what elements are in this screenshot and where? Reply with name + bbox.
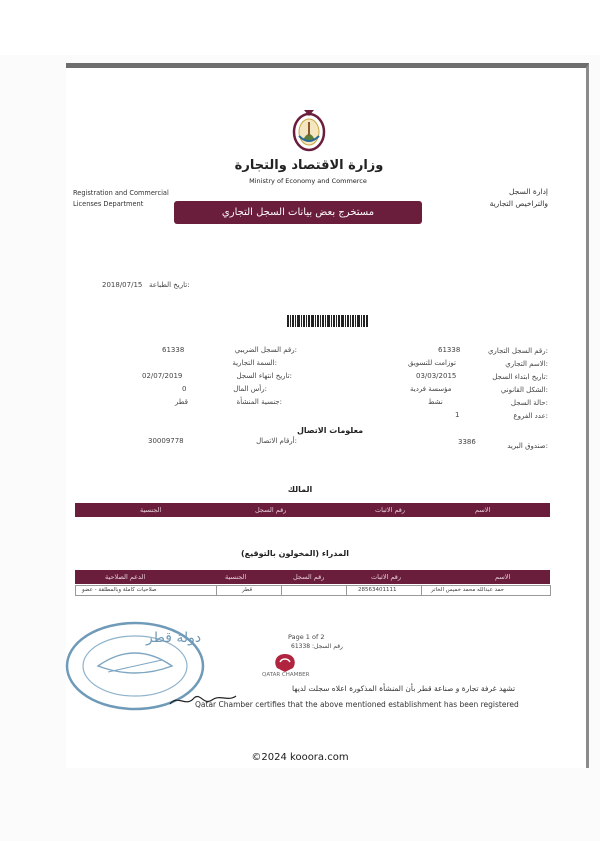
cell-divider: [421, 586, 422, 595]
table-row: [75, 585, 551, 596]
department-ar: [468, 186, 548, 210]
field-value: نشط: [428, 398, 443, 406]
managers-header-id: رقم الاثبات: [371, 573, 402, 581]
department-en-line1: Registration and Commercial: [73, 189, 169, 197]
field-label: تاريخ ابتداء السجل:: [492, 373, 548, 381]
field-value: قطر: [175, 398, 188, 406]
field-label: السمة التجارية:: [232, 359, 277, 367]
barcode-icon: [287, 315, 369, 327]
field-label: رقم السجل الضريبي:: [234, 346, 297, 354]
manager-authority: صلاحيات كاملة وبالمطلقة - عضو: [82, 587, 157, 593]
owner-header-id: رقم الاثبات: [375, 506, 406, 514]
field-label: جنسية المنشأة:: [236, 398, 282, 406]
po-box-label: صندوق البريد:: [507, 442, 548, 450]
scan-top-margin: [0, 0, 600, 55]
manager-name: حمد عبدالله محمد خميس الخاتر: [431, 587, 505, 593]
document-title-banner: مستخرج بعض بيانات السجل التجاري: [174, 201, 422, 224]
qatar-emblem-icon: [291, 106, 327, 156]
phone-label: أرقام الاتصال:: [256, 437, 297, 445]
field-value: 61338: [438, 346, 461, 354]
field-label: الاسم التجاري:: [505, 360, 548, 368]
field-value: 1: [455, 411, 460, 419]
print-date-label: تاريخ الطباعة:: [149, 281, 190, 289]
ministry-name-en: Ministry of Economy and Commerce: [249, 177, 367, 185]
owner-section-title: المالك: [287, 485, 313, 494]
field-value: 03/03/2015: [416, 372, 457, 380]
field-value: 02/07/2019: [142, 372, 183, 380]
department-en: [73, 188, 169, 210]
manager-nationality: قطر: [242, 587, 253, 593]
field-label: عدد الفروع:: [513, 412, 548, 420]
phone-value: 30009778: [148, 437, 184, 445]
owner-header-record: رقم السجل: [255, 506, 287, 514]
managers-table-header: [75, 570, 550, 584]
managers-header-name: الاسم: [495, 573, 511, 581]
field-label: الشكل القانوني:: [500, 386, 548, 394]
field-value: 61338: [162, 346, 185, 354]
field-value: توزامت للتسويق: [408, 359, 456, 367]
field-label: رأس المال:: [233, 385, 267, 393]
department-ar-line2: والتراخيص التجارية: [489, 199, 548, 208]
cell-divider: [216, 586, 217, 595]
watermark: ©2024 kooora.com: [251, 752, 349, 763]
qatar-chamber-logo-icon: [270, 652, 300, 674]
page-indicator: Page 1 of 2: [288, 633, 325, 641]
field-value: 0: [182, 385, 187, 393]
ministry-name-ar: وزارة الاقتصاد والتجارة: [234, 158, 384, 173]
manager-id: 28563401111: [358, 587, 397, 593]
contact-section-title: معلومات الاتصال: [296, 426, 364, 435]
stamp-text: دولة قطر: [146, 630, 202, 646]
chamber-name: QATAR CHAMBER: [262, 672, 310, 678]
managers-header-authority: الدعم الصلاحية: [105, 573, 146, 581]
cell-divider: [281, 586, 282, 595]
record-reference: رقم السجل: 61338: [291, 643, 343, 650]
cell-divider: [346, 586, 347, 595]
po-box-value: 3386: [458, 438, 476, 446]
field-label: رقم السجل التجاري:: [487, 347, 548, 355]
owner-header-name: الاسم: [475, 506, 491, 514]
managers-header-nationality: الجنسية: [225, 573, 247, 581]
print-date-value: 2018/07/15: [102, 281, 143, 289]
owner-table-header: [75, 503, 550, 517]
certification-ar: تشهد غرفة تجارة و صناعة قطر بأن المنشأة المذكورة اعلاه سجلت لديها: [292, 684, 516, 693]
managers-section-title: المدراء (المخولون بالتوقيع): [240, 549, 350, 558]
field-label: حالة السجل:: [510, 399, 548, 407]
managers-header-record: رقم السجل: [293, 573, 325, 581]
owner-header-nationality: الجنسية: [140, 506, 162, 514]
print-date: [102, 281, 190, 289]
department-en-line2: Licenses Department: [73, 200, 144, 208]
department-ar-line1: إدارة السجل: [508, 187, 548, 196]
certification-en: Qatar Chamber certifies that the above mentioned establishment has been registered: [195, 700, 519, 709]
field-value: مؤسسة فردية: [410, 385, 452, 393]
field-label: تاريخ انتهاء السجل:: [236, 372, 292, 380]
